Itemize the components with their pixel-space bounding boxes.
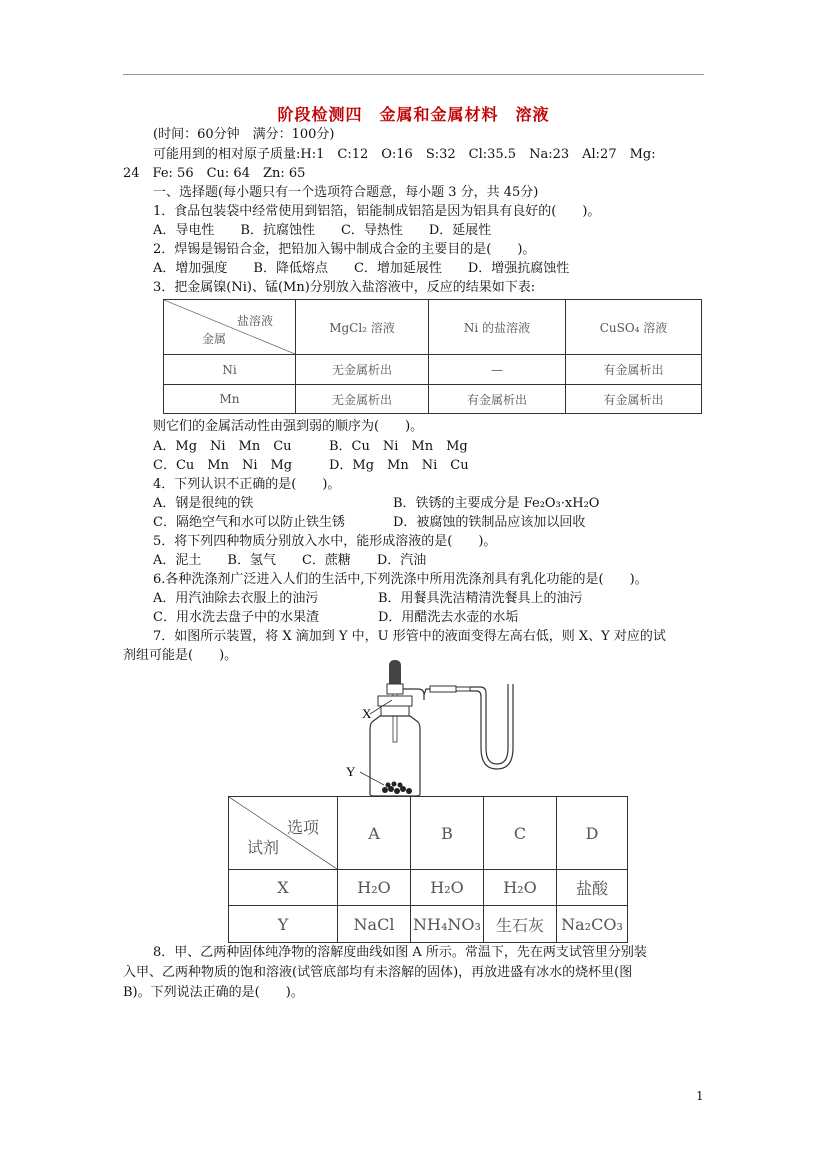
question-3-after: 则它们的金属活动性由强到弱的顺序为( )。: [153, 419, 424, 434]
question-1-options: A．导电性 B．抗腐蚀性 C．导热性 D．延展性: [153, 223, 492, 238]
question-5-options: A．泥土 B．氢气 C．蔗糖 D．汽油: [153, 553, 427, 568]
option-c: C．Cu Mn Ni Mg: [153, 458, 293, 473]
table-cell: H₂O: [411, 870, 484, 906]
table-cell: —: [429, 355, 566, 385]
option-c: C．隔绝空气和水可以防止铁生锈: [153, 515, 345, 530]
option-b: B．铁锈的主要成分是 Fe₂O₃·xH₂O: [393, 496, 600, 511]
row-header: X: [229, 870, 338, 906]
section-heading: 一、选择题(每小题只有一个选项符合题意，每小题 3 分，共 45分): [153, 185, 539, 200]
question-5-stem: 5．将下列四种物质分别放入水中，能形成溶液的是( )。: [153, 534, 497, 549]
question-2-options: A．增加强度 B．降低熔点 C．增加延展性 D．增强抗腐蚀性: [153, 261, 570, 276]
table-cell: 无金属析出: [296, 385, 429, 414]
column-header: A: [338, 797, 411, 870]
row-header: Mn: [164, 385, 296, 414]
page-title: 阶段检测四 金属和金属材料 溶液: [277, 105, 550, 124]
column-header: CuSO₄ 溶液: [566, 300, 702, 355]
label-y: Y: [346, 764, 356, 779]
row-header: Ni: [164, 355, 296, 385]
table-cell: 无金属析出: [296, 355, 429, 385]
u-tube: [470, 684, 508, 764]
row-header: Y: [229, 906, 338, 943]
atomic-mass-line: 24 Fe: 56 Cu: 64 Zn: 65: [123, 166, 306, 181]
metal-reaction-table: [163, 299, 702, 414]
label-x: X: [362, 706, 372, 721]
column-header: D: [557, 797, 628, 870]
reagent-table: [228, 796, 628, 943]
table-cell: 生石灰: [484, 906, 557, 943]
apparatus-figure: [340, 660, 530, 800]
question-1-stem: 1．食品包装袋中经常使用到铝箔，铝能制成铝箔是因为铝具有良好的( )。: [153, 204, 601, 219]
column-header: MgCl₂ 溶液: [296, 300, 429, 355]
table-cell: Na₂CO₃: [557, 906, 628, 943]
question-4-stem: 4．下列认识不正确的是( )。: [153, 477, 341, 492]
option-b: B．用餐具洗洁精清洗餐具上的油污: [378, 591, 583, 606]
option-c: C．用水洗去盘子中的水果渣: [153, 610, 319, 625]
question-7-stem: 剂组可能是( )。: [123, 648, 238, 663]
header-rule: [123, 74, 704, 75]
corner-label-bottom: 金属: [202, 332, 227, 346]
option-d: D．Mg Mn Ni Cu: [329, 458, 469, 473]
table-cell: 有金属析出: [566, 385, 702, 414]
option-d: D．用醋洗去水壶的水垢: [378, 610, 519, 625]
table-cell: NaCl: [338, 906, 411, 943]
option-d: D．被腐蚀的铁制品应该加以回收: [393, 515, 586, 530]
corner-label-top: 盐溶液: [236, 314, 273, 328]
table-corner-cell: [164, 300, 296, 355]
time-info: (时间：60分钟 满分：100分): [153, 127, 335, 142]
table-cell: H₂O: [338, 870, 411, 906]
table-cell: H₂O: [484, 870, 557, 906]
solid-y: [382, 782, 412, 795]
question-8-line: 入甲、乙两种物质的饱和溶液(试管底部均有未溶解的固体)，再放进盛有冰水的烧杯里(图: [123, 965, 633, 980]
question-3-stem: 3．把金属镍(Ni)、锰(Mn)分别放入盐溶液中，反应的结果如下表:: [153, 280, 536, 295]
option-b: B．Cu Ni Mn Mg: [329, 439, 468, 454]
option-a: A．用汽油除去衣服上的油污: [153, 591, 319, 606]
corner-label-bottom: 试剂: [247, 838, 280, 857]
question-2-stem: 2．焊锡是锡铅合金，把铅加入锡中制成合金的主要目的是( )。: [153, 242, 536, 257]
question-6-stem: 6.各种洗涤剂广泛进入人们的生活中,下列洗涤中所用洗涤剂具有乳化功能的是( )。: [153, 572, 648, 587]
corner-label-top: 选项: [286, 818, 319, 837]
table-cell: 有金属析出: [429, 385, 566, 414]
column-header: B: [411, 797, 484, 870]
column-header: Ni 的盐溶液: [429, 300, 566, 355]
question-8-line: B)。下列说法正确的是( )。: [123, 985, 304, 1000]
table-cell: NH₄NO₃: [411, 906, 484, 943]
column-header: C: [484, 797, 557, 870]
question-8-line: 8．甲、乙两种固体纯净物的溶解度曲线如图 A 所示。常温下，先在两支试管里分别装: [153, 945, 647, 960]
option-a: A．Mg Ni Mn Cu: [153, 439, 292, 454]
table-corner-cell: [229, 797, 338, 870]
page-number: 1: [696, 1089, 704, 1103]
atomic-mass-line: 可能用到的相对原子质量:H:1 C:12 O:16 S:32 Cl:35.5 Na:23 Al:27 Mg:: [153, 147, 656, 162]
question-7-stem: 7．如图所示装置，将 X 滴加到 Y 中，U 形管中的液面变得左高右低，则 X、Y 对应的试: [153, 629, 666, 644]
table-cell: 盐酸: [557, 870, 628, 906]
table-cell: 有金属析出: [566, 355, 702, 385]
option-a: A．钢是很纯的铁: [153, 496, 254, 511]
